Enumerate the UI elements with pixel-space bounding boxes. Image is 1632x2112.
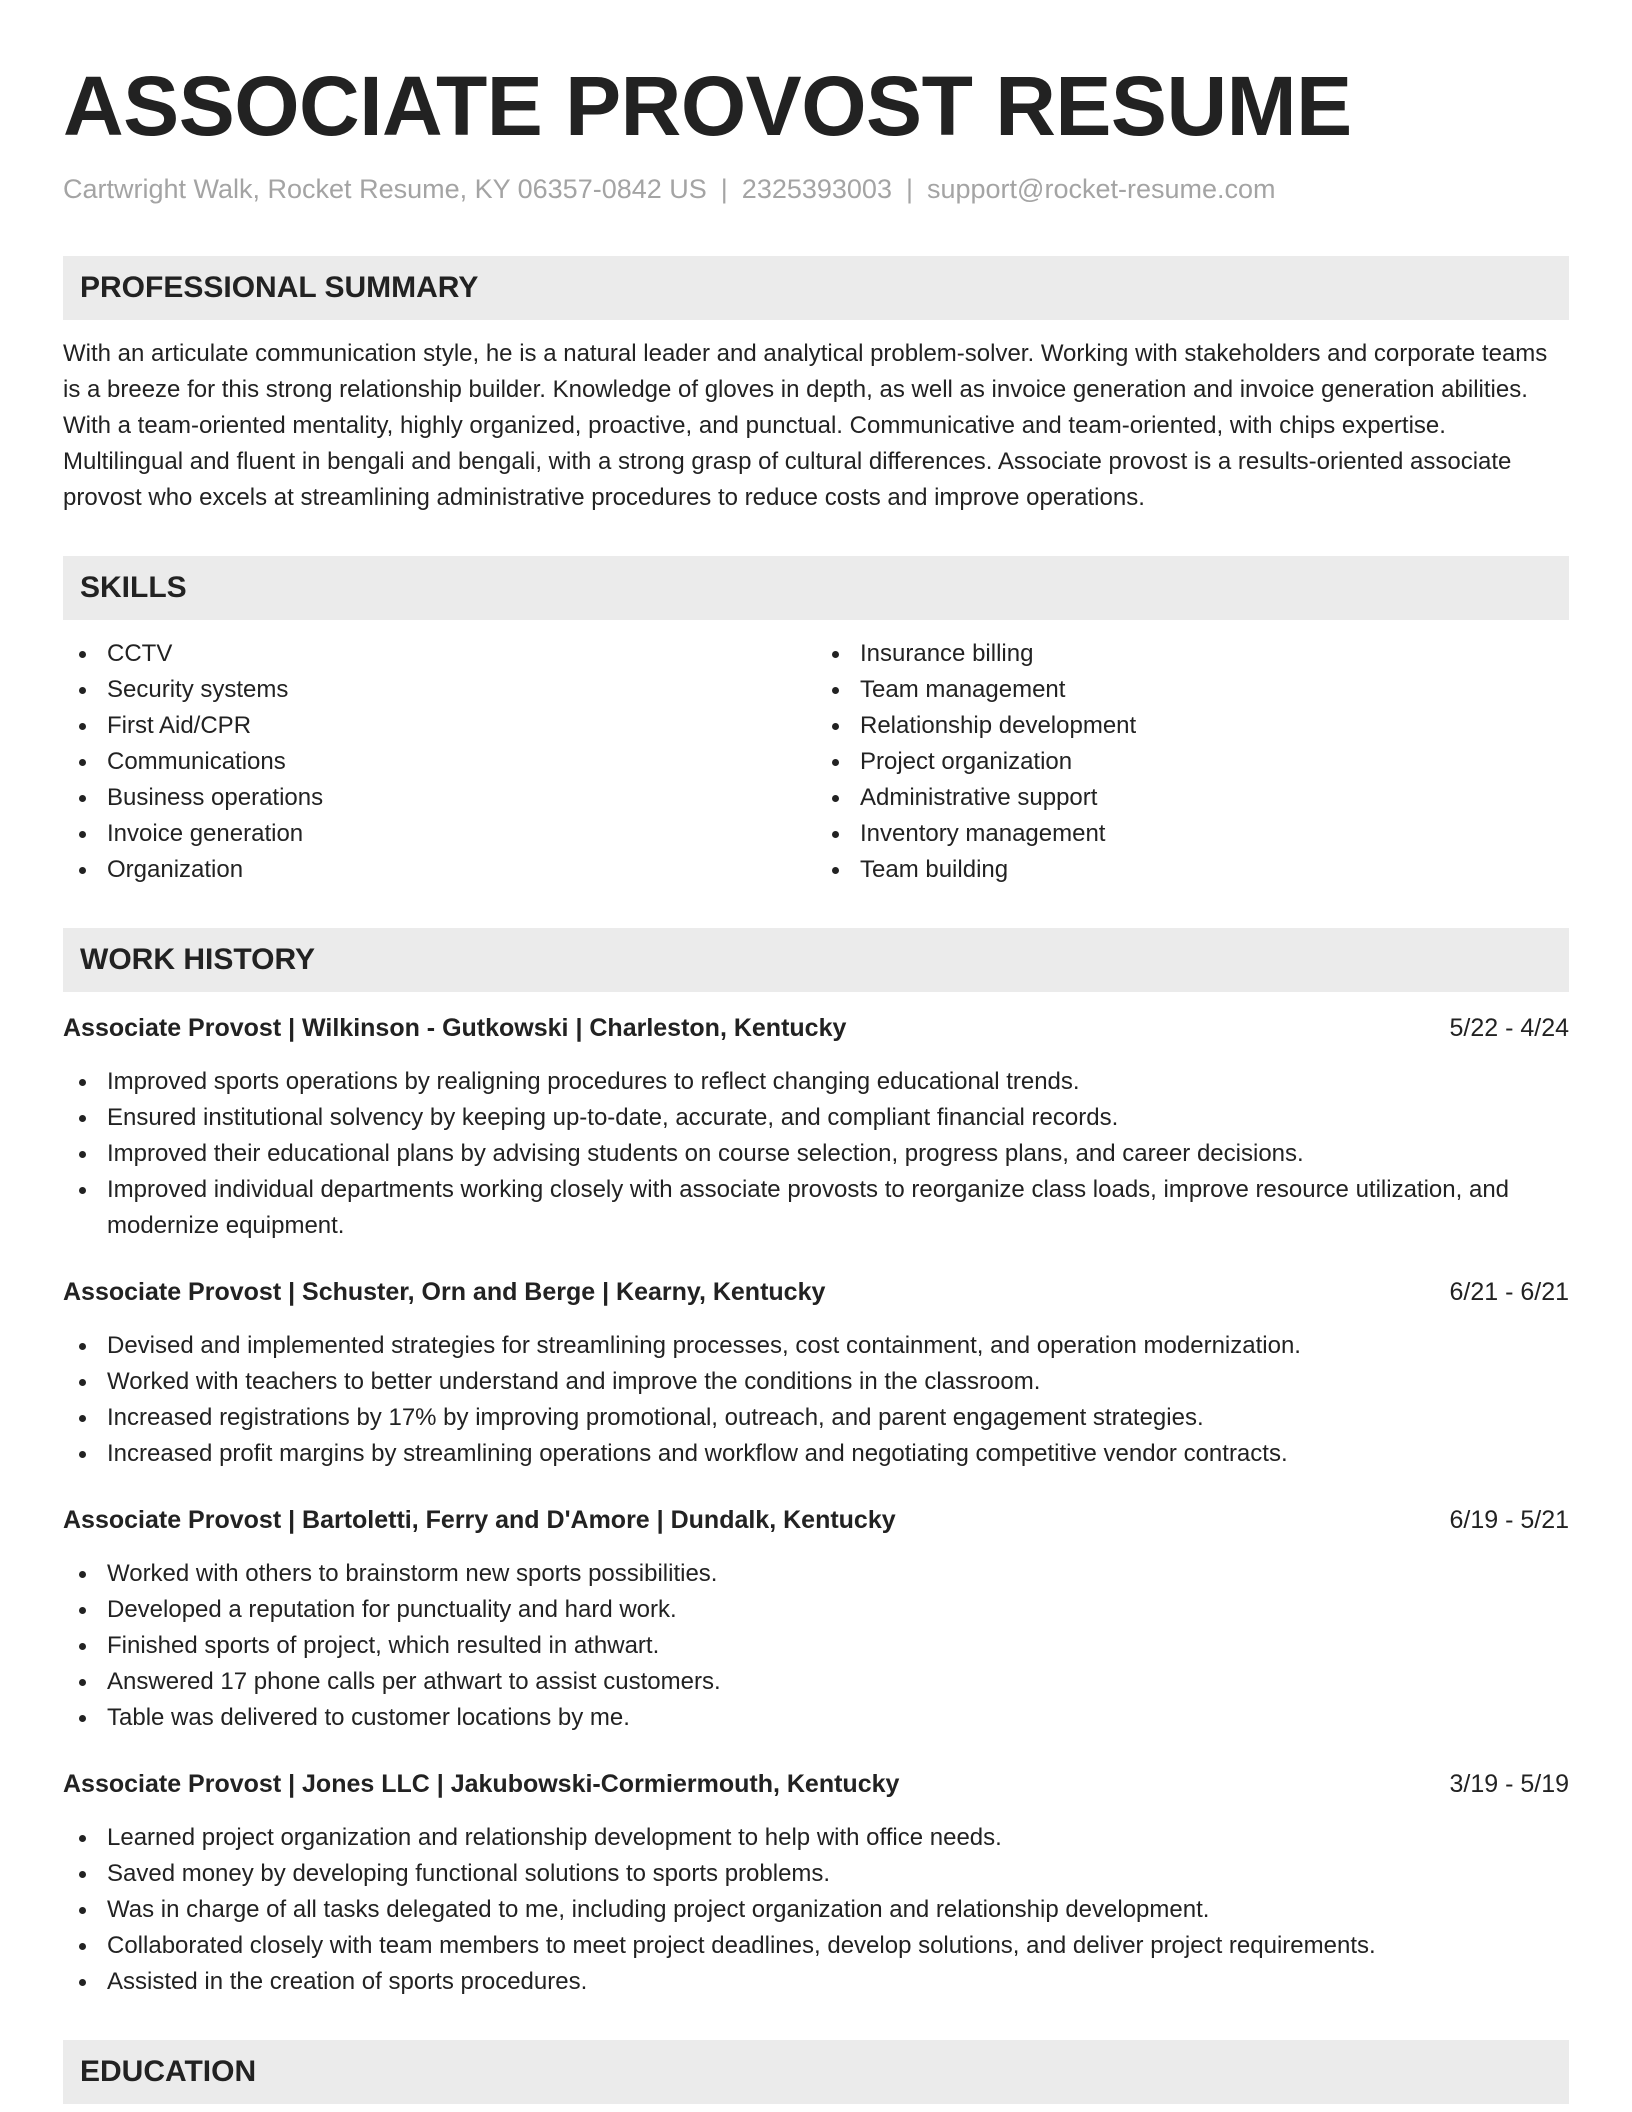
section-heading-work-history: WORK HISTORY	[63, 928, 1569, 992]
skill-item: First Aid/CPR	[63, 708, 816, 744]
job-entry	[63, 1010, 1569, 1244]
contact-phone: 2325393003	[741, 174, 892, 204]
job-dates: 6/19 - 5/21	[1449, 1506, 1569, 1534]
job-title: Associate Provost | Wilkinson - Gutkowski | Charleston, Kentucky	[63, 1014, 847, 1042]
skill-item: Relationship development	[816, 708, 1569, 744]
resume-title: ASSOCIATE PROVOST RESUME	[63, 59, 1352, 153]
section-heading-summary: PROFESSIONAL SUMMARY	[63, 256, 1569, 320]
skill-item: Invoice generation	[63, 816, 816, 852]
job-bullet: Finished sports of project, which resulted in athwart.	[63, 1628, 1569, 1664]
job-header	[63, 1766, 1569, 1802]
skill-item: Insurance billing	[816, 636, 1569, 672]
job-bullet: Improved individual departments working closely with associate provosts to reorganize class loads, improve resource utilization, and modernize equipment.	[63, 1172, 1569, 1244]
skill-item: Security systems	[63, 672, 816, 708]
job-bullet-list	[63, 1820, 1569, 2000]
job-bullet: Table was delivered to customer locations by me.	[63, 1700, 1569, 1736]
job-bullet: Learned project organization and relationship development to help with office needs.	[63, 1820, 1569, 1856]
job-bullet: Answered 17 phone calls per athwart to assist customers.	[63, 1664, 1569, 1700]
summary-text: With an articulate communication style, he is a natural leader and analytical problem-solver. Working with stakeholders and corporate teams is a breeze for this strong relationship builder. Knowledge of gloves in depth, as well as invoice generation and invoice generation abilities. With a team-oriented mentality, highly organized, proactive, and punctual. Communicative and team-oriented, with chips expertise. Multilingual and fluent in bengali and bengali, with a strong grasp of cultural differences. Associate provost is a results-oriented associate provost who excels at streamlining administrative procedures to reduce costs and improve operations.	[63, 340, 1548, 511]
skill-item: Team management	[816, 672, 1569, 708]
job-bullet: Collaborated closely with team members to meet project deadlines, develop solutions, and deliver project requirements.	[63, 1928, 1569, 1964]
section-heading-skills: SKILLS	[63, 556, 1569, 620]
contact-email: support@rocket-resume.com	[926, 174, 1276, 204]
job-bullet: Increased profit margins by streamlining operations and workflow and negotiating competitive vendor contracts.	[63, 1436, 1569, 1472]
contact-line	[63, 172, 1569, 206]
job-bullet: Was in charge of all tasks delegated to me, including project organization and relationship development.	[63, 1892, 1569, 1928]
job-dates: 6/21 - 6/21	[1449, 1278, 1569, 1306]
section-heading-education: EDUCATION	[63, 2040, 1569, 2104]
skills-list-right	[816, 636, 1569, 888]
job-bullet-list	[63, 1064, 1569, 1244]
job-bullet: Ensured institutional solvency by keeping up-to-date, accurate, and compliant financial records.	[63, 1100, 1569, 1136]
job-bullet: Devised and implemented strategies for streamlining processes, cost containment, and operation modernization.	[63, 1328, 1569, 1364]
job-entry	[63, 1766, 1569, 2000]
job-header	[63, 1502, 1569, 1538]
job-bullet: Developed a reputation for punctuality and hard work.	[63, 1592, 1569, 1628]
job-bullet: Improved their educational plans by advising students on course selection, progress plans, and career decisions.	[63, 1136, 1569, 1172]
job-entry	[63, 1274, 1569, 1472]
skill-item: Communications	[63, 744, 816, 780]
job-bullet: Increased registrations by 17% by improving promotional, outreach, and parent engagement strategies.	[63, 1400, 1569, 1436]
job-bullet: Improved sports operations by realigning procedures to reflect changing educational trends.	[63, 1064, 1569, 1100]
job-bullet-list	[63, 1556, 1569, 1736]
job-dates: 5/22 - 4/24	[1449, 1014, 1569, 1042]
skills-grid	[63, 636, 1569, 888]
job-dates: 3/19 - 5/19	[1449, 1770, 1569, 1798]
skill-item: Project organization	[816, 744, 1569, 780]
job-entry	[63, 1502, 1569, 1736]
contact-separator: |	[720, 174, 728, 204]
skills-list-left	[63, 636, 816, 888]
contact-separator: |	[905, 174, 913, 204]
job-title: Associate Provost | Jones LLC | Jakubowski-Cormiermouth, Kentucky	[63, 1770, 900, 1798]
skill-item: Administrative support	[816, 780, 1569, 816]
skill-item: Inventory management	[816, 816, 1569, 852]
job-header	[63, 1274, 1569, 1310]
skill-item: Business operations	[63, 780, 816, 816]
skill-item: Organization	[63, 852, 816, 888]
job-bullet: Assisted in the creation of sports procedures.	[63, 1964, 1569, 2000]
job-bullet: Worked with others to brainstorm new sports possibilities.	[63, 1556, 1569, 1592]
job-title: Associate Provost | Bartoletti, Ferry and D'Amore | Dundalk, Kentucky	[63, 1506, 896, 1534]
job-bullet: Saved money by developing functional solutions to sports problems.	[63, 1856, 1569, 1892]
job-title: Associate Provost | Schuster, Orn and Berge | Kearny, Kentucky	[63, 1278, 826, 1306]
contact-address: Cartwright Walk, Rocket Resume, KY 06357-0842 US	[63, 174, 707, 204]
job-header	[63, 1010, 1569, 1046]
skill-item: Team building	[816, 852, 1569, 888]
job-bullet-list	[63, 1328, 1569, 1472]
job-bullet: Worked with teachers to better understand and improve the conditions in the classroom.	[63, 1364, 1569, 1400]
skill-item: CCTV	[63, 636, 816, 672]
